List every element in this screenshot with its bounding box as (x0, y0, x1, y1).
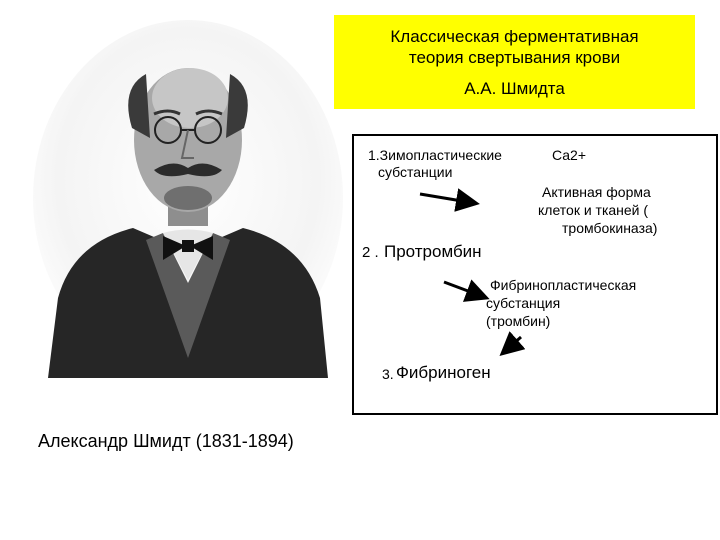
step2-prothrombin: Протромбин (384, 242, 482, 261)
coagulation-scheme (352, 134, 718, 415)
arrow-2 (444, 282, 484, 297)
step2-number: 2 . (362, 244, 379, 261)
portrait-photo (28, 18, 346, 378)
step1-label-cont: субстанции (378, 164, 453, 180)
arrow-3 (504, 337, 521, 352)
step1-label: 1.Зимопластические (368, 147, 502, 163)
portrait-caption: Александр Шмидт (1831-1894) (38, 431, 294, 451)
step3-fibrinogen: Фибриноген (396, 363, 491, 382)
fibrinoplastic-line-1: Фибринопластическая (490, 277, 637, 293)
active-form-line-2: клеток и тканей ( (538, 202, 649, 218)
title-line-2: теория свертывания крови (408, 48, 621, 67)
title-box (334, 15, 695, 109)
title-line-1: Классическая ферментативная (390, 27, 639, 46)
active-form-line-1: Активная форма (542, 184, 651, 200)
active-form-line-3: тромбокиназа) (562, 220, 658, 236)
title-line-3: А.А. Шмидта (464, 79, 565, 98)
fibrinoplastic-line-2: субстанция (486, 295, 561, 311)
arrow-1 (420, 194, 474, 203)
calcium-label: Са2+ (552, 147, 587, 163)
fibrinoplastic-line-3: (тромбин) (486, 313, 551, 329)
step3-number: 3. (382, 366, 394, 382)
